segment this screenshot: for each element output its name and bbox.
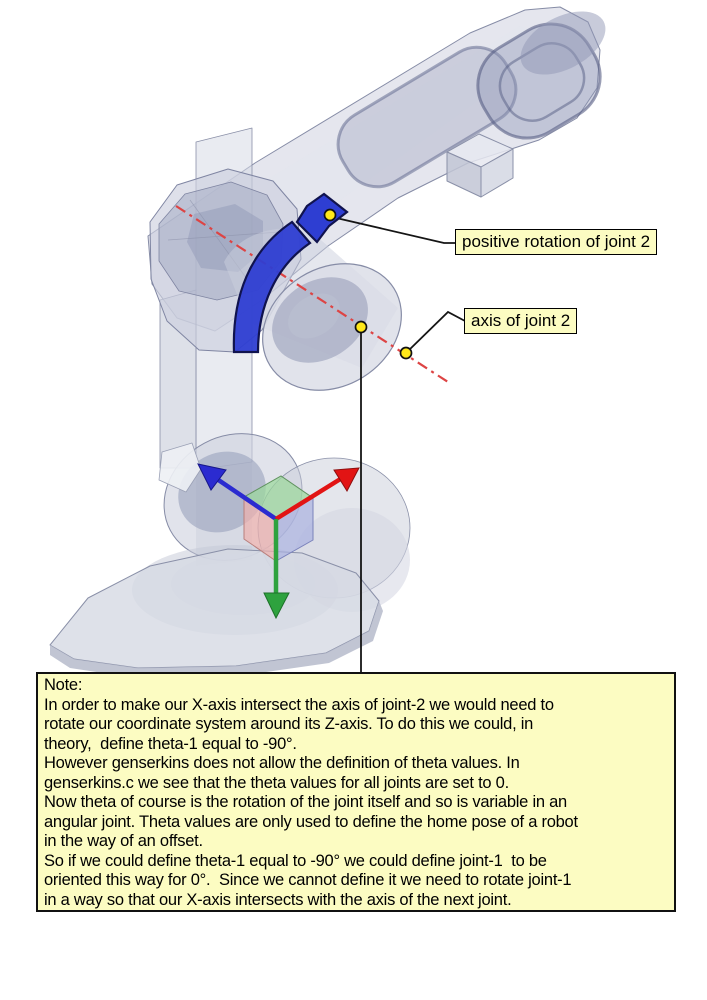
note-line: genserkins.c we see that the theta values for all joints are set to 0. xyxy=(44,773,509,792)
callout-positive-rotation: positive rotation of joint 2 xyxy=(455,229,657,255)
leader-line-axis xyxy=(407,312,465,352)
note-line: in a way so that our X-axis intersects with the axis of the next joint. xyxy=(44,890,512,909)
note-line: in the way of an offset. xyxy=(44,832,203,850)
robot-arm-body xyxy=(50,0,617,678)
note-line: angular joint. Theta values are only used to define the home pose of a robot xyxy=(44,812,578,831)
note-line: However genserkins does not allow the definition of theta values. In xyxy=(44,754,520,772)
callout-axis-of-joint2: axis of joint 2 xyxy=(464,308,577,334)
marker-dot-rotation xyxy=(325,210,336,221)
note-line: Now theta of course is the rotation of the joint itself and so is variable in an xyxy=(44,793,567,811)
note-line: Note: xyxy=(44,676,83,694)
note-line: theory, define theta-1 equal to -90°. xyxy=(44,734,297,753)
note-box xyxy=(36,672,676,912)
note-line: oriented this way for 0°. Since we cannot define it we need to rotate joint-1 xyxy=(44,871,572,889)
marker-dot-axis-near xyxy=(356,322,367,333)
note-line: In order to make our X-axis intersect the axis of joint-2 we would need to xyxy=(44,695,554,714)
base-plate-top xyxy=(50,549,379,668)
note-line: So if we could define theta-1 equal to -90° we could define joint-1 to be xyxy=(44,851,547,870)
note-line: rotate our coordinate system around its Z-axis. To do this we could, in xyxy=(44,715,534,733)
marker-dot-axis-far xyxy=(401,348,412,359)
